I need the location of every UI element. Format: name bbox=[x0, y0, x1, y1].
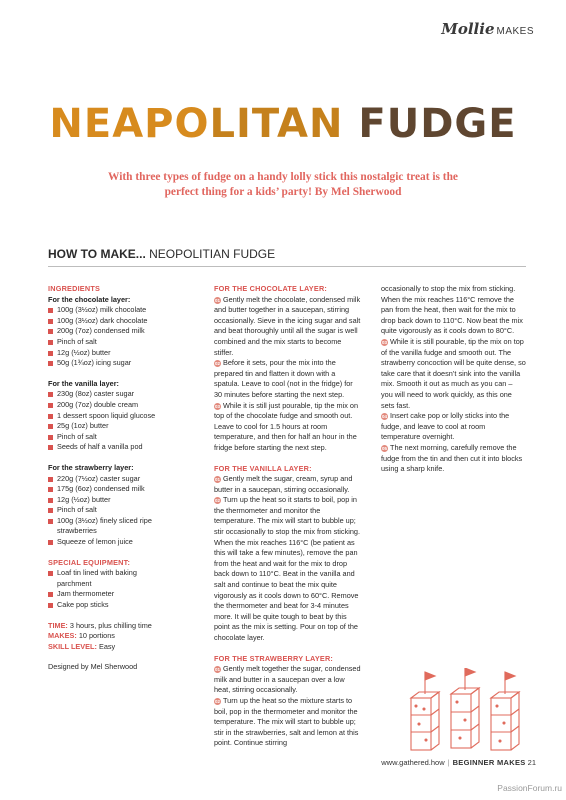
method-step: 02 Turn up the heat so it starts to boil, pop in the thermometer and monitor the temperature. The mix will start to bubble up; stir occasionally to stop the mix from sticking. When the mix reaches 116°C (be patient as this will take a few minutes), remove the pan from the heat and wait for the mix to drop back down to 110°C. Beat in the vanilla and salt and continue to beat the mix quite vigorously as it cools down to 60°C. Remove the thermometer and beat for 3-4 minutes more. It will be quite tough to beat by this point as the mix is setting. Pour on top of the chocolate layer. bbox=[214, 495, 360, 642]
bullet-square-icon bbox=[48, 571, 53, 576]
method-step: 01 Gently melt together the sugar, condensed milk and butter in a saucepan over a low heat, stirring occasionally. bbox=[214, 664, 361, 695]
bullet-square-icon bbox=[48, 498, 53, 503]
how-to-name: NEOPOLITIAN FUDGE bbox=[149, 247, 276, 261]
brand-logo bbox=[441, 20, 534, 38]
method-continued-text: occasionally to stop the mix from sticking. When the mix reaches 116°C remove the pan from the heat, then wait for the mix to drop back down to 110°C. Now beat the mix quite vigorously as it cools down to 80°C. bbox=[381, 284, 523, 336]
chocolate-ingredients-title: For the chocolate layer: bbox=[48, 294, 131, 304]
ingredient-item: 230g (8oz) caster sugar bbox=[48, 389, 166, 400]
footer-section: BEGINNER MAKES bbox=[452, 758, 526, 767]
fudge-block-icon bbox=[411, 672, 439, 750]
bullet-square-icon bbox=[48, 340, 53, 345]
strawberry-method-heading: FOR THE STRAWBERRY LAYER: bbox=[214, 653, 334, 663]
step-number-badge: 01 bbox=[214, 477, 220, 483]
ingredient-item: 200g (7oz) double cream bbox=[48, 400, 166, 411]
vanilla-ingredients-title: For the vanilla layer: bbox=[48, 378, 119, 388]
makes-info: MAKES: 10 portions bbox=[48, 631, 115, 641]
equipment-item: Cake pop sticks bbox=[48, 600, 166, 611]
standfirst: With three types of fudge on a handy lolly stick this nostalgic treat is the perfect thing for a kids’ party! By Mel Sherwood bbox=[108, 171, 458, 198]
page-title bbox=[0, 100, 566, 148]
ingredients-column bbox=[48, 284, 166, 673]
ingredient-item: 1 dessert spoon liquid glucose bbox=[48, 411, 166, 422]
method-step: 01 Gently melt the sugar, cream, syrup and butter in a saucepan, stirring occasionally. bbox=[214, 474, 353, 494]
ingredient-item: Pinch of salt bbox=[48, 432, 166, 443]
method-step: 03 While it is still just pourable, tip the mix on top of the chocolate fudge and smooth out. Leave to cool for 1.5 hours at room temperature, and then for half an hour in the fridge before starting the next step. bbox=[214, 400, 359, 452]
page-number: 21 bbox=[527, 758, 536, 767]
vanilla-method-heading: FOR THE VANILLA LAYER: bbox=[214, 463, 312, 473]
bullet-square-icon bbox=[48, 477, 53, 482]
bullet-square-icon bbox=[48, 329, 53, 334]
bullet-square-icon bbox=[48, 392, 53, 397]
ingredient-item: 12g (½oz) butter bbox=[48, 348, 166, 359]
method-step: 04 Insert cake pop or lolly sticks into the fudge, and leave to cool at room temperature overnight. bbox=[381, 411, 510, 442]
step-number-badge: 03 bbox=[381, 339, 387, 345]
title-part-3: FUDGE bbox=[358, 101, 517, 147]
bullet-square-icon bbox=[48, 414, 53, 419]
fudge-block-icon bbox=[491, 672, 519, 750]
method-step: 05 The next morning, carefully remove the fudge from the tin and then cut it into blocks using a sharp knife. bbox=[381, 442, 523, 474]
fudge-block-icon bbox=[451, 668, 479, 748]
ingredient-item: 50g (1¾oz) icing sugar bbox=[48, 358, 166, 369]
method-step: 01 Gently melt the chocolate, condensed milk and butter together in a saucepan, stirring occasionally. Sieve in the icing sugar and salt and beat thoroughly until all the sugar is well combined and the mix starts to become stiffer. bbox=[214, 294, 361, 357]
method-column-2 bbox=[381, 284, 526, 475]
chocolate-method-heading: FOR THE CHOCOLATE LAYER: bbox=[214, 284, 328, 293]
bullet-square-icon bbox=[48, 424, 53, 429]
equipment-item: Loaf tin lined with baking parchment bbox=[48, 568, 166, 589]
equipment-heading: SPECIAL EQUIPMENT: bbox=[48, 557, 131, 567]
ingredient-item: 100g (3½oz) dark chocolate bbox=[48, 316, 166, 327]
step-number-badge: 02 bbox=[214, 698, 220, 704]
bullet-square-icon bbox=[48, 435, 53, 440]
bullet-square-icon bbox=[48, 319, 53, 324]
ingredient-item: Pinch of salt bbox=[48, 505, 166, 516]
brand-script: Mollie bbox=[441, 20, 495, 38]
page-footer: www.gathered.how | BEGINNER MAKES 21 bbox=[381, 758, 536, 767]
bullet-square-icon bbox=[48, 445, 53, 450]
ingredient-item: 100g (3½oz) finely sliced ripe strawberries bbox=[48, 516, 166, 537]
bullet-square-icon bbox=[48, 592, 53, 597]
method-step: 02 Before it sets, pour the mix into the prepared tin and flatten it down with a spatula. Leave to cool (not in the fridge) for 30 minutes before starting the next step. bbox=[214, 358, 353, 399]
bullet-square-icon bbox=[48, 540, 53, 545]
ingredient-item: 12g (½oz) butter bbox=[48, 495, 166, 506]
ingredient-item: 25g (1oz) butter bbox=[48, 421, 166, 432]
ingredient-item: 175g (6oz) condensed milk bbox=[48, 484, 166, 495]
ingredient-item: Seeds of half a vanilla pod bbox=[48, 442, 166, 453]
method-step: 03 While it is still pourable, tip the mix on top of the vanilla fudge and smooth out. The strawberry concoction will be quite dense, so take care that it doesn’t sink into the vanilla mix. Smooth it out as much as you can – you will need to work quickly, as this one sets fast. bbox=[381, 336, 526, 410]
bullet-square-icon bbox=[48, 603, 53, 608]
bullet-square-icon bbox=[48, 519, 53, 524]
ingredient-item: 100g (3½oz) milk chocolate bbox=[48, 305, 166, 316]
step-number-badge: 04 bbox=[381, 414, 387, 420]
footer-site-link[interactable]: www.gathered.how bbox=[381, 758, 445, 767]
bullet-square-icon bbox=[48, 487, 53, 492]
time-info: TIME: 3 hours, plus chilling time bbox=[48, 620, 152, 630]
how-to-label: HOW TO MAKE... bbox=[48, 247, 146, 261]
step-number-badge: 02 bbox=[214, 361, 220, 367]
watermark: PassionForum.ru bbox=[497, 783, 562, 793]
bullet-square-icon bbox=[48, 308, 53, 313]
bullet-square-icon bbox=[48, 361, 53, 366]
ingredient-item: 220g (7½oz) caster sugar bbox=[48, 474, 166, 485]
step-number-badge: 03 bbox=[214, 403, 220, 409]
ingredients-heading: INGREDIENTS bbox=[48, 284, 101, 293]
title-part-2: LITAN bbox=[209, 101, 344, 147]
bullet-square-icon bbox=[48, 403, 53, 408]
step-number-badge: 01 bbox=[214, 297, 220, 303]
fudge-illustration bbox=[405, 668, 530, 753]
how-to-heading bbox=[48, 247, 526, 267]
method-step: 02 Turn up the heat so the mixture starts to boil, pop in the thermometer and monitor the temperature. The mix will start to bubble up; stir in the strawberries, salt and lemon at this point. Continue stirring bbox=[214, 695, 359, 748]
step-number-badge: 01 bbox=[214, 667, 220, 673]
ingredient-item: Pinch of salt bbox=[48, 337, 166, 348]
method-column-1 bbox=[214, 284, 362, 749]
equipment-item: Jam thermometer bbox=[48, 589, 166, 600]
designer-credit: Designed by Mel Sherwood bbox=[48, 662, 138, 672]
bullet-square-icon bbox=[48, 351, 53, 356]
skill-info: SKILL LEVEL: Easy bbox=[48, 641, 116, 651]
ingredient-item: 200g (7oz) condensed milk bbox=[48, 326, 166, 337]
strawberry-ingredients-title: For the strawberry layer: bbox=[48, 462, 134, 472]
ingredient-item: Squeeze of lemon juice bbox=[48, 537, 166, 548]
bullet-square-icon bbox=[48, 508, 53, 513]
title-part-1: NEAPO bbox=[49, 101, 210, 147]
step-number-badge: 05 bbox=[381, 445, 387, 451]
brand-makes: MAKES bbox=[496, 26, 534, 37]
step-number-badge: 02 bbox=[214, 498, 220, 504]
